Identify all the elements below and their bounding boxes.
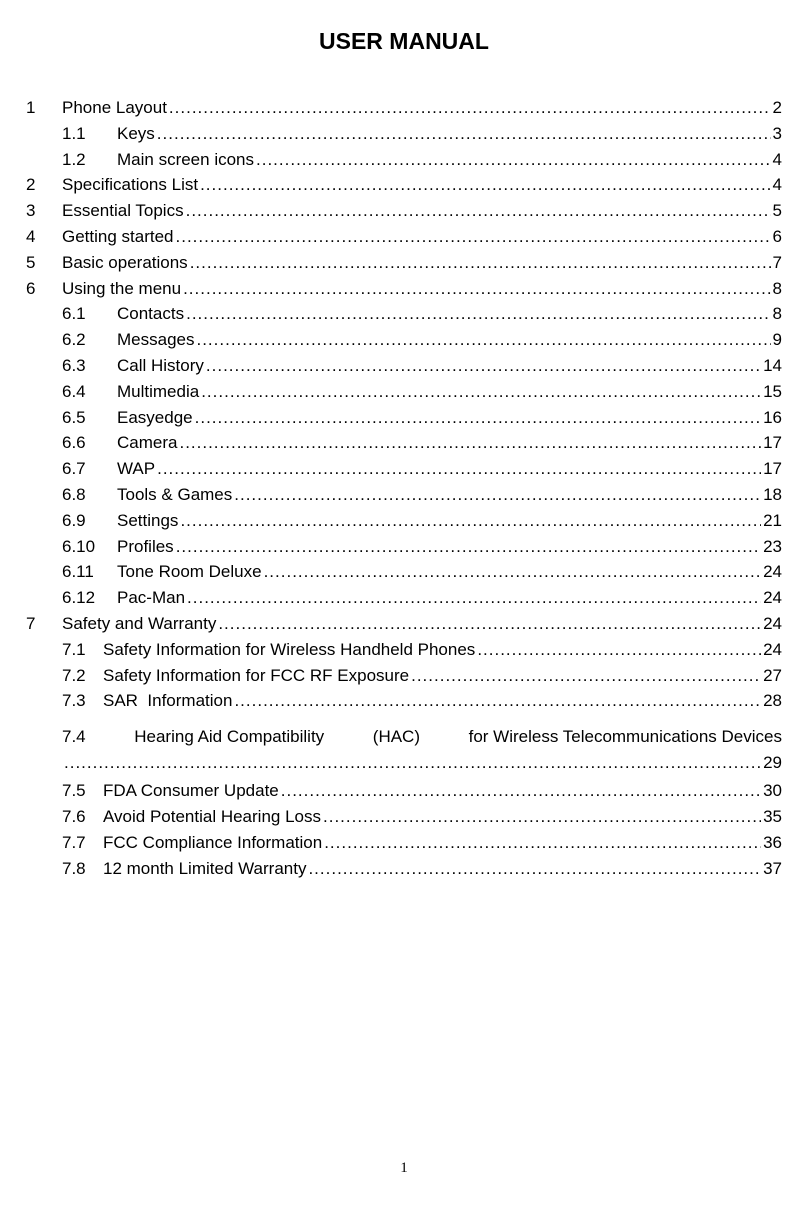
toc-entry-leader bbox=[186, 301, 770, 327]
toc-entry-number: 1.1 bbox=[62, 123, 86, 143]
toc-entry-leader bbox=[187, 585, 761, 611]
toc-entry-page: 28 bbox=[763, 691, 782, 711]
toc-entry-title: Phone Layout bbox=[62, 98, 167, 117]
toc-entry-page: 3 bbox=[772, 123, 782, 143]
toc-entry[interactable] bbox=[0, 611, 808, 637]
toc-entry-leader bbox=[218, 611, 761, 637]
toc-entry-leader bbox=[200, 172, 770, 198]
toc-entry-page: 29 bbox=[763, 753, 782, 773]
toc-entry-leader bbox=[477, 637, 761, 663]
toc-entry[interactable] bbox=[0, 508, 808, 534]
toc-entry-title: Tools & Games bbox=[117, 485, 233, 504]
toc-entry-leader bbox=[64, 750, 761, 776]
toc-entry-page: 9 bbox=[772, 330, 782, 350]
toc-entry-leader bbox=[411, 663, 761, 689]
toc-entry-title: Easyedge bbox=[117, 407, 193, 427]
toc-entry-page: 24 bbox=[763, 562, 782, 582]
toc-entry[interactable] bbox=[0, 804, 808, 830]
toc-entry-title: Hearing Aid Compatibility bbox=[134, 727, 325, 747]
toc-entry-number: 7.8 bbox=[62, 858, 86, 878]
toc-entry-leader bbox=[201, 379, 761, 405]
toc-entry[interactable] bbox=[0, 198, 808, 224]
toc-entry-leader bbox=[206, 353, 761, 379]
toc-entry-title: Main screen icons bbox=[117, 149, 255, 169]
toc-entry[interactable] bbox=[0, 482, 808, 508]
toc-entry-page: 21 bbox=[763, 510, 782, 530]
toc-entry[interactable] bbox=[0, 250, 808, 276]
toc-entry-page: 23 bbox=[763, 536, 782, 556]
toc-entry-page: 14 bbox=[763, 356, 782, 375]
toc-entry-leader bbox=[176, 224, 771, 250]
toc-entry-number: 6.9 bbox=[62, 510, 86, 530]
toc-entry-title-part: (HAC) bbox=[372, 727, 420, 747]
toc-entry-title: Contacts bbox=[117, 304, 185, 324]
toc-entry-leader bbox=[324, 830, 761, 856]
toc-entry-number: 6.10 bbox=[62, 536, 96, 556]
toc-entry-page: 2 bbox=[772, 98, 782, 117]
page-number: 1 bbox=[400, 1160, 408, 1176]
toc-entry-title: Safety Information for FCC RF Exposure bbox=[103, 665, 410, 685]
toc-entry-page: 16 bbox=[763, 407, 782, 427]
toc-entry-page: 17 bbox=[763, 433, 782, 453]
toc-entry[interactable] bbox=[0, 856, 808, 882]
toc-entry-title: Camera bbox=[117, 433, 178, 453]
toc-entry-page: 36 bbox=[763, 832, 782, 852]
toc-entry[interactable] bbox=[0, 276, 808, 302]
toc-entry-number: 6.1 bbox=[62, 304, 86, 324]
toc-entry-number: 6.2 bbox=[62, 330, 86, 350]
toc-entry-title: Settings bbox=[117, 510, 179, 530]
toc-entry-page: 15 bbox=[763, 381, 782, 401]
toc-entry-title: Essential Topics bbox=[62, 201, 184, 221]
toc-entry-page: 17 bbox=[763, 459, 782, 479]
toc-entry-number: 4 bbox=[26, 227, 36, 246]
toc-entry[interactable] bbox=[0, 714, 808, 773]
toc-entry-title: Safety and Warranty bbox=[62, 614, 217, 633]
toc-entry-leader bbox=[234, 688, 761, 714]
toc-entry-number: 1 bbox=[26, 98, 36, 117]
toc-entry-title: Pac-Man bbox=[117, 588, 186, 608]
toc-entry[interactable] bbox=[0, 688, 808, 714]
toc-entry-title: FDA Consumer Update bbox=[103, 781, 279, 801]
toc-entry-page: 24 bbox=[763, 639, 782, 659]
toc-entry-title: Multimedia bbox=[117, 381, 200, 401]
toc-entry-leader bbox=[190, 250, 771, 276]
toc-entry-number: 2 bbox=[26, 175, 36, 195]
toc-entry-title-part: for Wireless Telecommunications Devices bbox=[468, 727, 782, 747]
toc-entry-title: Profiles bbox=[117, 536, 174, 556]
toc-entry-leader bbox=[256, 147, 771, 173]
toc-entry-number: 6.4 bbox=[62, 381, 86, 401]
page-title: USER MANUAL bbox=[319, 28, 489, 54]
toc-entry[interactable] bbox=[0, 353, 808, 379]
toc-entry-leader bbox=[234, 482, 761, 508]
toc-entry-page: 4 bbox=[772, 149, 782, 169]
toc-entry[interactable] bbox=[0, 172, 808, 198]
toc-entry[interactable] bbox=[0, 301, 808, 327]
toc-entry-number: 7.7 bbox=[62, 832, 86, 852]
toc-entry-page: 24 bbox=[763, 614, 782, 633]
toc-entry-number: 7 bbox=[26, 614, 36, 633]
toc-entry-leader bbox=[183, 276, 770, 302]
toc-entry-leader bbox=[169, 95, 771, 121]
toc-entry-leader bbox=[186, 198, 771, 224]
toc-entry-title: Call History bbox=[117, 356, 204, 375]
toc-entry-leader bbox=[308, 856, 761, 882]
toc-entry[interactable] bbox=[0, 147, 808, 173]
toc-entry-number: 6.5 bbox=[62, 407, 86, 427]
toc-entry-page: 8 bbox=[772, 304, 782, 324]
toc-entry-leader bbox=[195, 405, 761, 431]
toc-entry-number: 7.6 bbox=[62, 807, 86, 826]
toc-entry-number: 6.6 bbox=[62, 433, 86, 453]
toc-entry[interactable] bbox=[0, 121, 808, 147]
toc-entry-number: 6.8 bbox=[62, 485, 86, 504]
toc-entry-number: 6.3 bbox=[62, 356, 86, 375]
toc-entry-page: 4 bbox=[772, 175, 782, 195]
toc-entry-number: 7.1 bbox=[62, 639, 86, 659]
toc-entry-title: SAR Information bbox=[103, 691, 233, 711]
toc-entry-title: 12 month Limited Warranty bbox=[103, 858, 307, 878]
toc-entry-title: Using the menu bbox=[62, 278, 182, 298]
toc-entry-title: Specifications List bbox=[62, 175, 199, 195]
toc-entry-leader bbox=[157, 121, 771, 147]
toc-entry-title: FCC Compliance Information bbox=[103, 832, 323, 852]
toc-entry[interactable] bbox=[0, 559, 808, 585]
toc-entry-number: 7.3 bbox=[62, 691, 86, 711]
toc-entry-title: Messages bbox=[117, 330, 195, 350]
toc-entry-number: 6 bbox=[26, 278, 36, 298]
toc-entry-leader bbox=[323, 804, 761, 830]
toc-entry-number: 1.2 bbox=[62, 149, 86, 169]
toc-entry-page: 27 bbox=[763, 665, 782, 685]
toc-entry-page: 6 bbox=[772, 227, 782, 246]
toc-entry-number: 5 bbox=[26, 252, 36, 272]
toc-entry[interactable] bbox=[0, 224, 808, 250]
toc-entry-title: WAP bbox=[117, 459, 156, 479]
toc-entry[interactable] bbox=[0, 534, 808, 560]
toc-entry-page: 30 bbox=[763, 781, 782, 801]
toc-entry-title: Keys bbox=[117, 123, 155, 143]
toc-entry-leader bbox=[157, 456, 761, 482]
toc-entry[interactable] bbox=[0, 327, 808, 353]
toc-entry[interactable] bbox=[0, 456, 808, 482]
toc-entry[interactable] bbox=[0, 405, 808, 431]
toc-entry[interactable] bbox=[0, 585, 808, 611]
toc-entry-number: 6.12 bbox=[62, 588, 96, 608]
toc-entry[interactable] bbox=[0, 663, 808, 689]
toc-entry-page: 18 bbox=[763, 485, 782, 504]
toc-entry-leader bbox=[196, 327, 770, 353]
toc-entry-leader bbox=[281, 778, 761, 804]
toc-entry-page: 7 bbox=[772, 252, 782, 272]
toc-entry-page: 24 bbox=[763, 588, 782, 608]
toc-entry[interactable] bbox=[0, 379, 808, 405]
toc-entry-title: Getting started bbox=[62, 227, 174, 246]
toc-entry-number: 6.7 bbox=[62, 459, 86, 479]
toc-entry-title: Safety Information for Wireless Handheld Phones bbox=[103, 639, 476, 659]
toc-entry[interactable] bbox=[0, 778, 808, 804]
toc-entry-number: 6.11 bbox=[62, 562, 94, 582]
toc-entry-leader bbox=[180, 508, 761, 534]
toc-entry-title: Avoid Potential Hearing Loss bbox=[103, 807, 321, 826]
toc-entry-title: Basic operations bbox=[62, 252, 188, 272]
toc-entry-title: Tone Room Deluxe bbox=[117, 562, 262, 582]
toc-entry-number: 7.5 bbox=[62, 781, 86, 801]
toc-entry-leader bbox=[176, 534, 761, 560]
toc-entry-number: 3 bbox=[26, 201, 36, 221]
toc-entry-page: 5 bbox=[772, 201, 782, 221]
toc-entry-leader bbox=[179, 430, 761, 456]
toc-entry-number: 7.4 bbox=[62, 727, 86, 747]
toc-entry[interactable] bbox=[0, 637, 808, 663]
toc-entry[interactable] bbox=[0, 830, 808, 856]
toc-entry-leader bbox=[264, 559, 762, 585]
toc-entry-number: 7.2 bbox=[62, 665, 86, 685]
toc-entry-page: 35 bbox=[763, 807, 782, 826]
toc-entry-page: 8 bbox=[772, 278, 782, 298]
toc-entry[interactable] bbox=[0, 430, 808, 456]
toc-entry-page: 37 bbox=[763, 858, 782, 878]
toc-entry[interactable] bbox=[0, 95, 808, 121]
